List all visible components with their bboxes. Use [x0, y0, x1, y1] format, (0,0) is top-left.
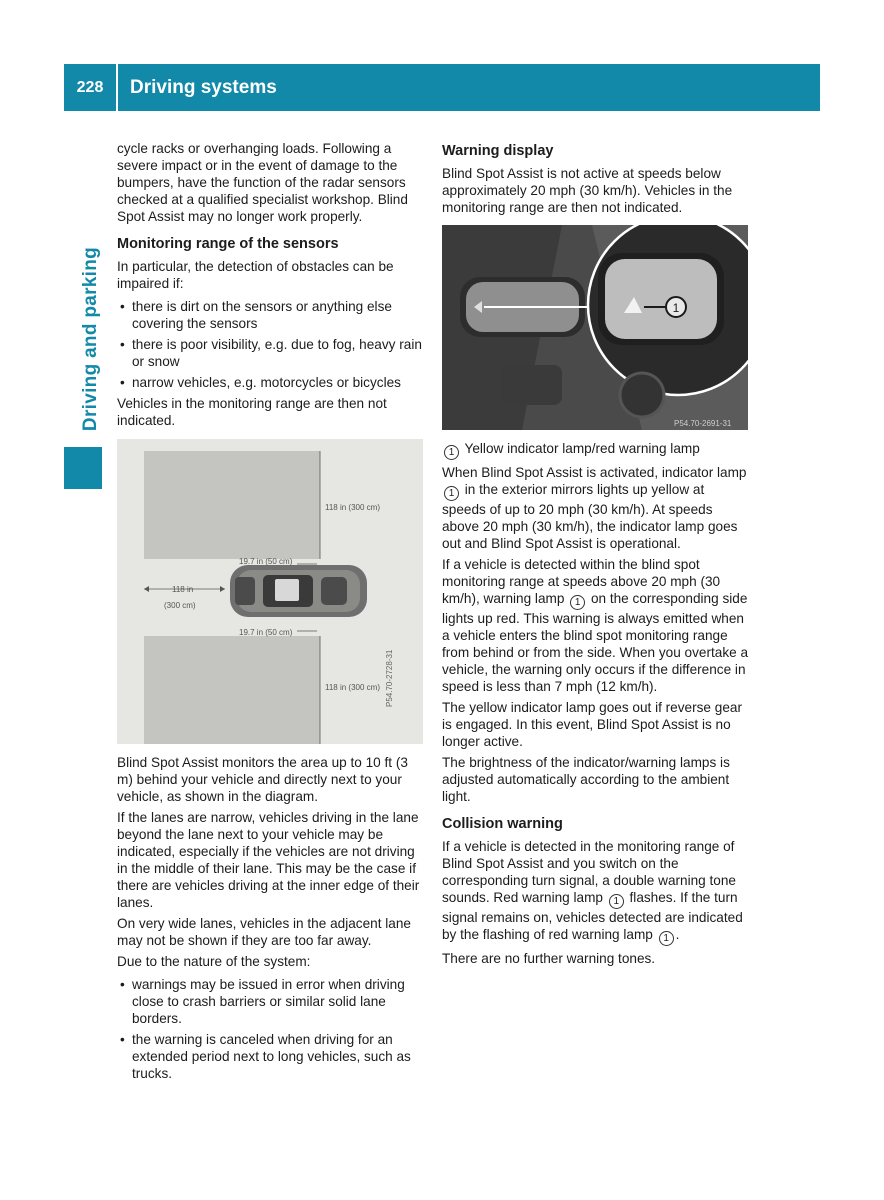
photo-code: P54.70-2691-31	[674, 419, 732, 428]
mirror-indicator-photo	[442, 225, 748, 430]
nature-list	[117, 976, 423, 1082]
intro-paragraph: cycle racks or overhanging loads. Following a severe impact or in the event of damage to the bumpers, have the function of the radar sensors checked at a qualified specialist workshop. Blind Spot Assist may no longer work properly.	[117, 141, 408, 224]
page-header	[64, 64, 820, 111]
wide-lanes-paragraph: On very wide lanes, vehicles in the adjacent lane may not be shown if they are too far away.	[117, 916, 411, 948]
header-divider	[116, 64, 118, 111]
monitoring-heading: Monitoring range of the sensors	[117, 236, 339, 252]
side-bottom-label: 19.7 in (50 cm)	[239, 628, 293, 637]
list-item: • the warning is canceled when driving for an extended period next to long vehicles, such as trucks.	[120, 1032, 411, 1081]
list-item: • there is dirt on the sensors or anything else covering the sensors	[120, 299, 392, 331]
chapter-side-tab	[64, 447, 102, 489]
callout-1-icon: 1	[570, 595, 585, 610]
activated-paragraph: When Blind Spot Assist is activated, indicator lamp 1 in the exterior mirrors lights up yellow at speeds of up to 20 mph (30 km/h). At speeds above 20 mph (30 km/h), the indicator lamp goes out and Blind Spot Assist is operational.	[442, 465, 747, 551]
not-indicated-paragraph: Vehicles in the monitoring range are then not indicated.	[117, 396, 387, 428]
top-range-label: 118 in (300 cm)	[325, 503, 380, 512]
monitoring-range-diagram	[117, 439, 423, 744]
monitoring-range-graphic	[117, 439, 423, 744]
monitors-paragraph: Blind Spot Assist monitors the area up to 10 ft (3 m) behind your vehicle and directly next to your vehicle, as shown in the diagram.	[117, 755, 408, 804]
right-column	[442, 140, 748, 971]
callout-1-icon: 1	[609, 894, 624, 909]
brightness-paragraph: The brightness of the indicator/warning lamps is adjusted automatically according to the ambient light.	[442, 755, 730, 804]
narrow-lanes-paragraph: If the lanes are narrow, vehicles driving in the lane beyond the lane next to your vehicle may be indicated, especially if the vehicles are not driving in the middle of their lane. This may be the case if there are vehicles driving at the inner edge of their lanes.	[117, 810, 420, 910]
list-item: • warnings may be issued in error when driving close to crash barriers or similar solid lane borders.	[120, 977, 405, 1026]
callout-1-icon: 1	[444, 486, 459, 501]
bottom-range-label: 118 in (300 cm)	[325, 683, 380, 692]
nature-paragraph: Due to the nature of the system:	[117, 954, 311, 969]
warning-display-heading: Warning display	[442, 143, 554, 159]
rear-range-label-1: 118 in	[172, 585, 194, 594]
side-top-label: 19.7 in (50 cm)	[239, 557, 293, 566]
diagram-code: P54.70-2728-31	[385, 649, 394, 707]
page-number: 228	[76, 79, 104, 96]
collision-warning-heading: Collision warning	[442, 816, 563, 832]
detected-paragraph: If a vehicle is detected within the blind spot monitoring range at speeds above 20 mph (30 km/h), warning lamp 1 on the corresponding side lights up red. This warning is always emitted when a vehicle enters the blind spot monitoring range from behind or from the side. When you overtake a vehicle, the warning only occurs if the difference in speed is less than 7 mph (12 km/h).	[442, 557, 749, 694]
list-item: • narrow vehicles, e.g. motorcycles or bicycles	[120, 375, 401, 390]
photo-caption: 1 Yellow indicator lamp/red warning lamp	[442, 440, 748, 460]
reverse-paragraph: The yellow indicator lamp goes out if reverse gear is engaged. In this event, Blind Spot Assist is no longer active.	[442, 700, 742, 749]
chapter-side-label-text: Driving and parking	[80, 246, 101, 431]
rear-range-label-2: (300 cm)	[164, 601, 196, 610]
collision-paragraph: If a vehicle is detected in the monitoring range of Blind Spot Assist and you switch on the corresponding turn signal, a double warning tone sounds. Red warning lamp 1 flashes. If the turn signal remains on, vehicles detected are indicated by the flashing of red warning lamp 1 .	[442, 839, 743, 944]
car-top-view-icon	[230, 565, 367, 617]
left-column	[117, 140, 423, 1086]
callout-number-icon: 1	[672, 301, 680, 315]
no-further-tones-paragraph: There are no further warning tones.	[442, 951, 656, 966]
impairment-list	[117, 298, 423, 391]
section-title: Driving systems	[130, 77, 277, 98]
warning-intro-paragraph: Blind Spot Assist is not active at speeds below approximately 20 mph (30 km/h). Vehicles in the monitoring range are then not indicated.	[442, 166, 733, 215]
chapter-side-label	[76, 236, 106, 441]
mirror-photo-graphic	[442, 225, 748, 430]
callout-1-icon: 1	[659, 931, 674, 946]
monitoring-intro: In particular, the detection of obstacles can be impaired if:	[117, 259, 394, 291]
list-item: • there is poor visibility, e.g. due to fog, heavy rain or snow	[120, 337, 422, 369]
callout-1-icon: 1	[444, 445, 459, 460]
